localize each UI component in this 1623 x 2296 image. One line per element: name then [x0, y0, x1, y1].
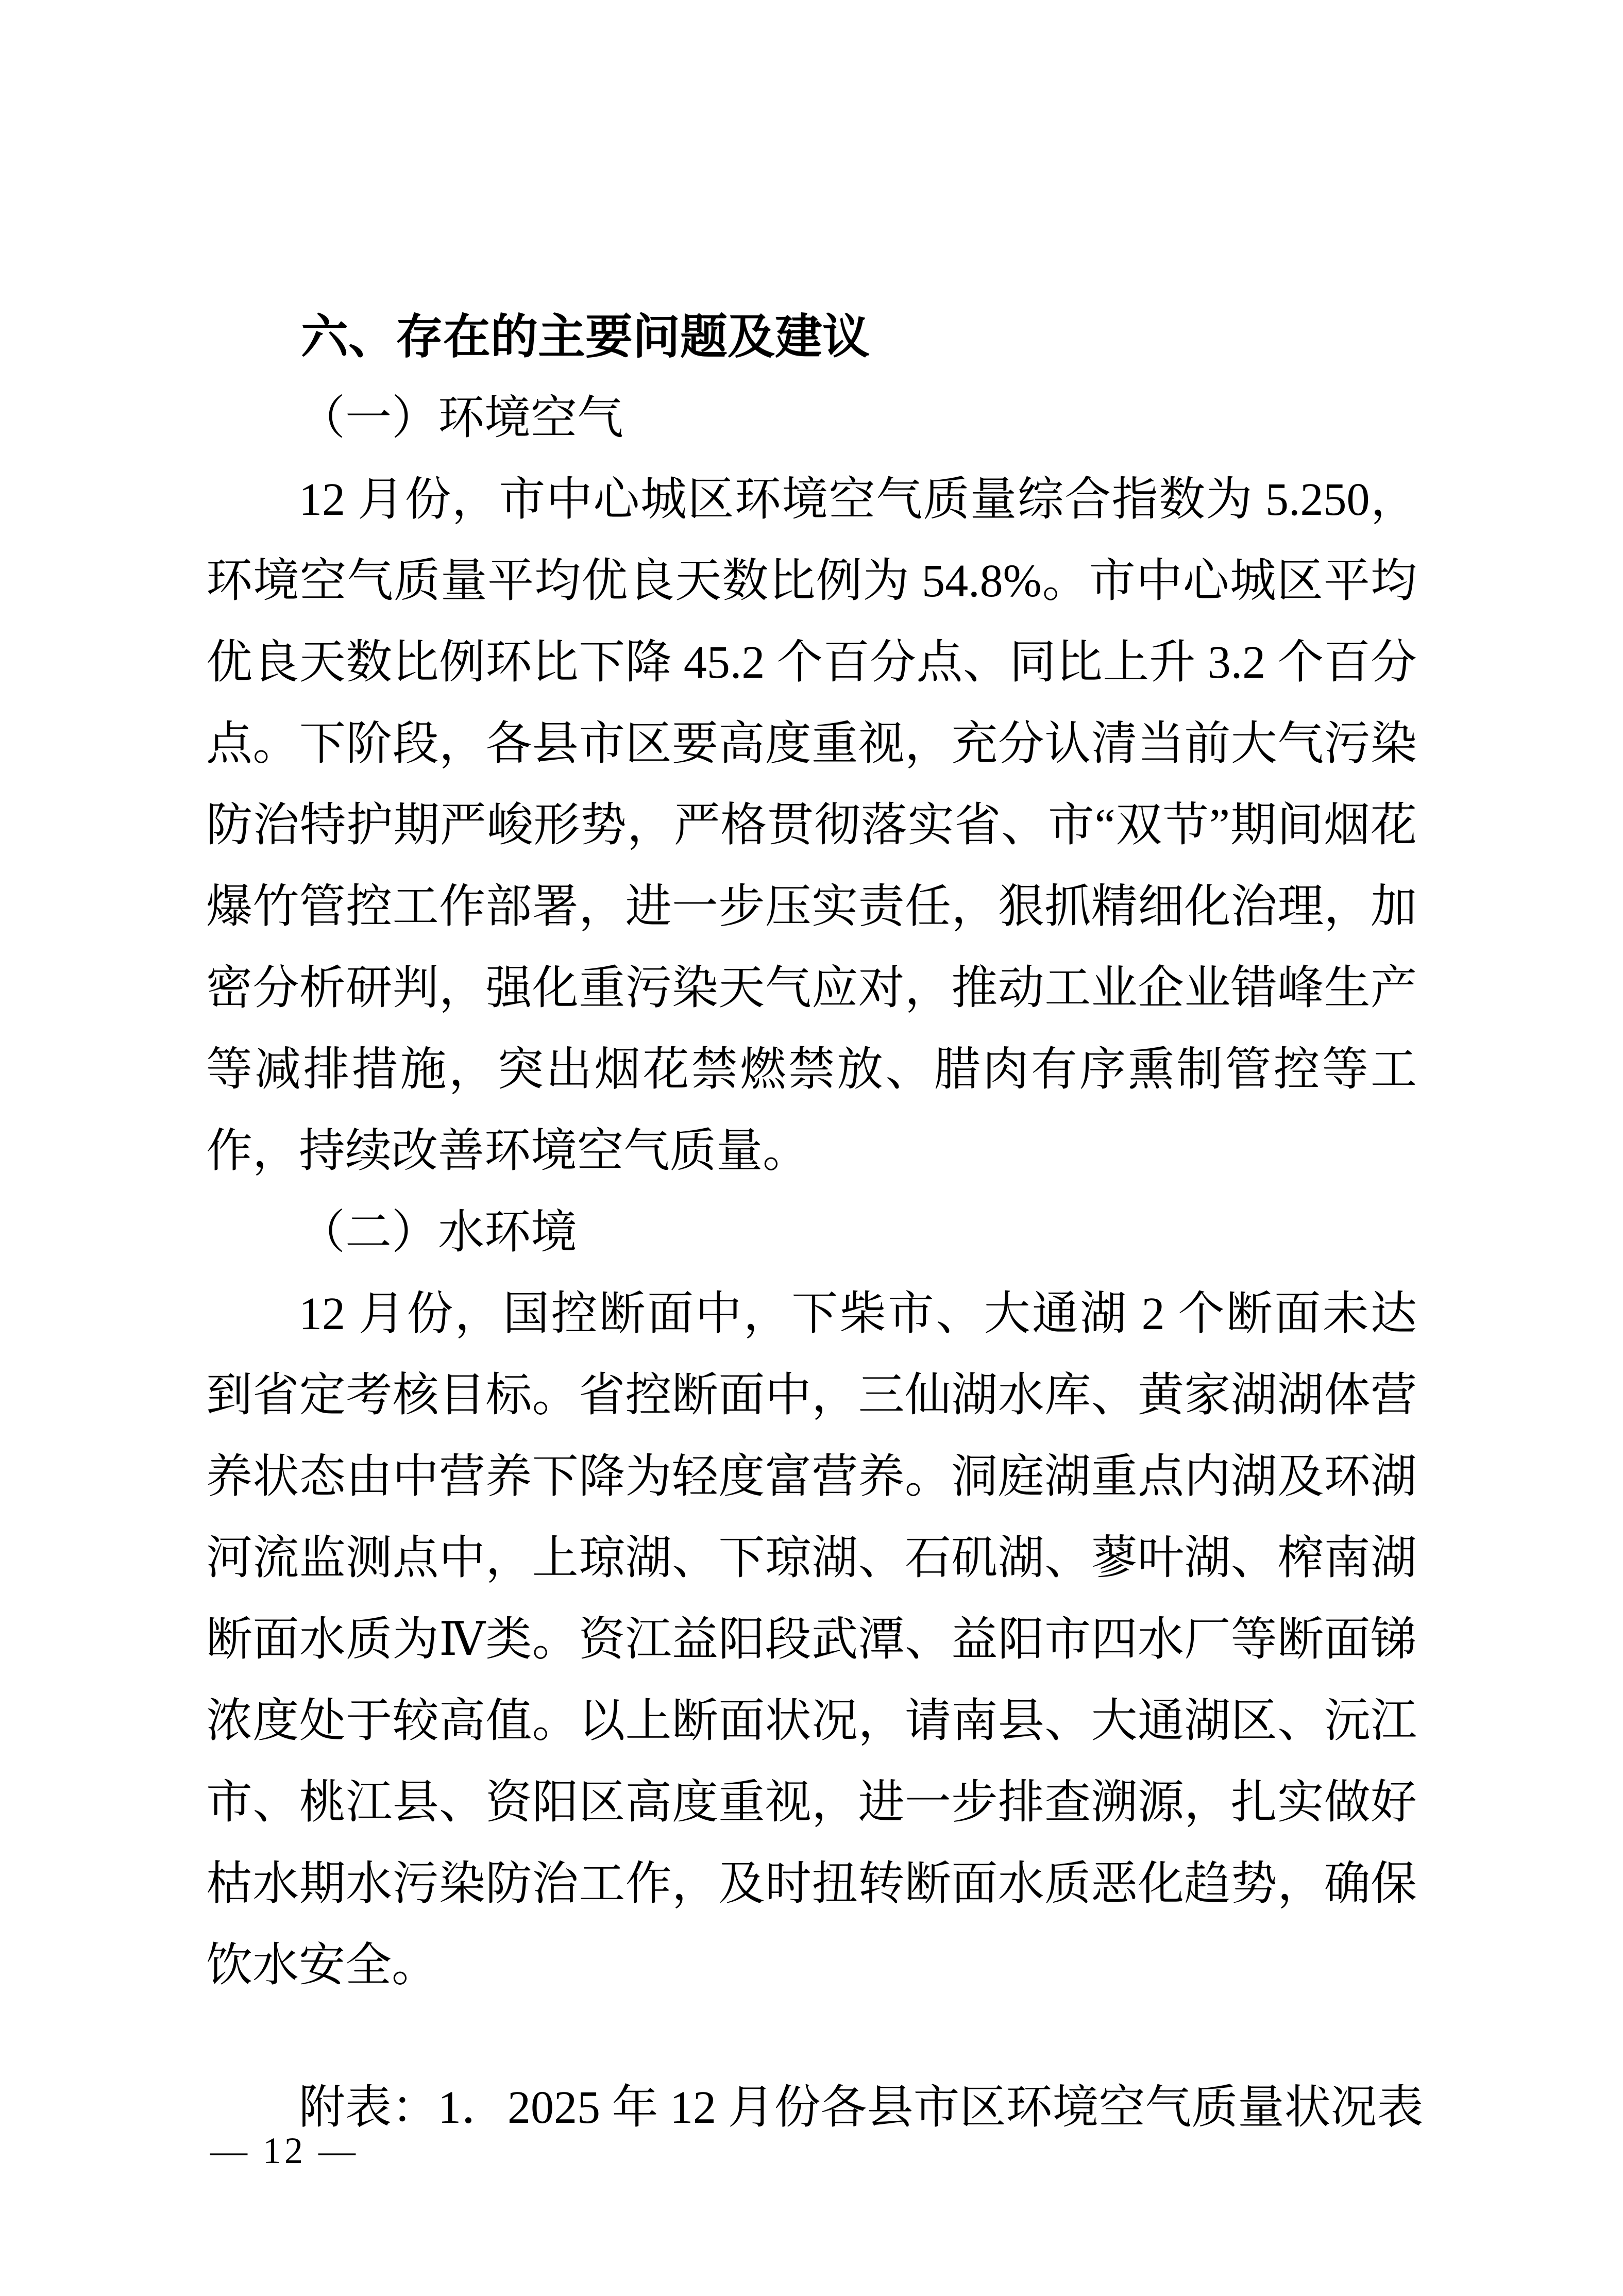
document-content: [206, 296, 1424, 2149]
page-number: — 12 —: [210, 2130, 359, 2171]
paragraph-air: 12 月份，市中心城区环境空气质量综合指数为 5.250，环境空气质量平均优良天数比例为 54.8%。市中心城区平均优良天数比例环比下降 45.2 个百分点、同比上升 3.2 个百分点。下阶段，各县市区要高度重视，充分认清当前大气污染防治特护期严峻形势，严格贯彻落实省、市“双节”期间烟花爆竹管控工作部署，进一步压实责任，狠抓精细化治理，加密分析研判，强化重污染天气应对，推动工业企业错峰生产等减排措施，突出烟花禁燃禁放、腊肉有序熏制管控等工作，持续改善环境空气质量。: [206, 474, 1417, 1177]
attachment-note: 附表：1．2025 年 12 月份各县市区环境空气质量状况表: [299, 2082, 1424, 2133]
paragraph-water: 12 月份，国控断面中，下柴市、大通湖 2 个断面未达到省定考核目标。省控断面中，三仙湖水库、黄家湖湖体营养状态由中营养下降为轻度富营养。洞庭湖重点内湖及环湖河流监测点中，上琼湖、下琼湖、石矶湖、蓼叶湖、榨南湖断面水质为Ⅳ类。资江益阳段武潭、益阳市四水厂等断面锑浓度处于较高值。以上断面状况，请南县、大通湖区、沅江市、桃江县、资阳区高度重视，进一步排查溯源，扎实做好枯水期水污染防治工作，及时扭转断面水质恶化趋势，确保饮水安全。: [206, 1288, 1417, 1991]
subsection-heading-air: （一）环境空气: [299, 393, 623, 444]
subsection-heading-water: （二）水环境: [299, 1207, 577, 1258]
section-heading: 六、存在的主要问题及建议: [301, 311, 870, 363]
